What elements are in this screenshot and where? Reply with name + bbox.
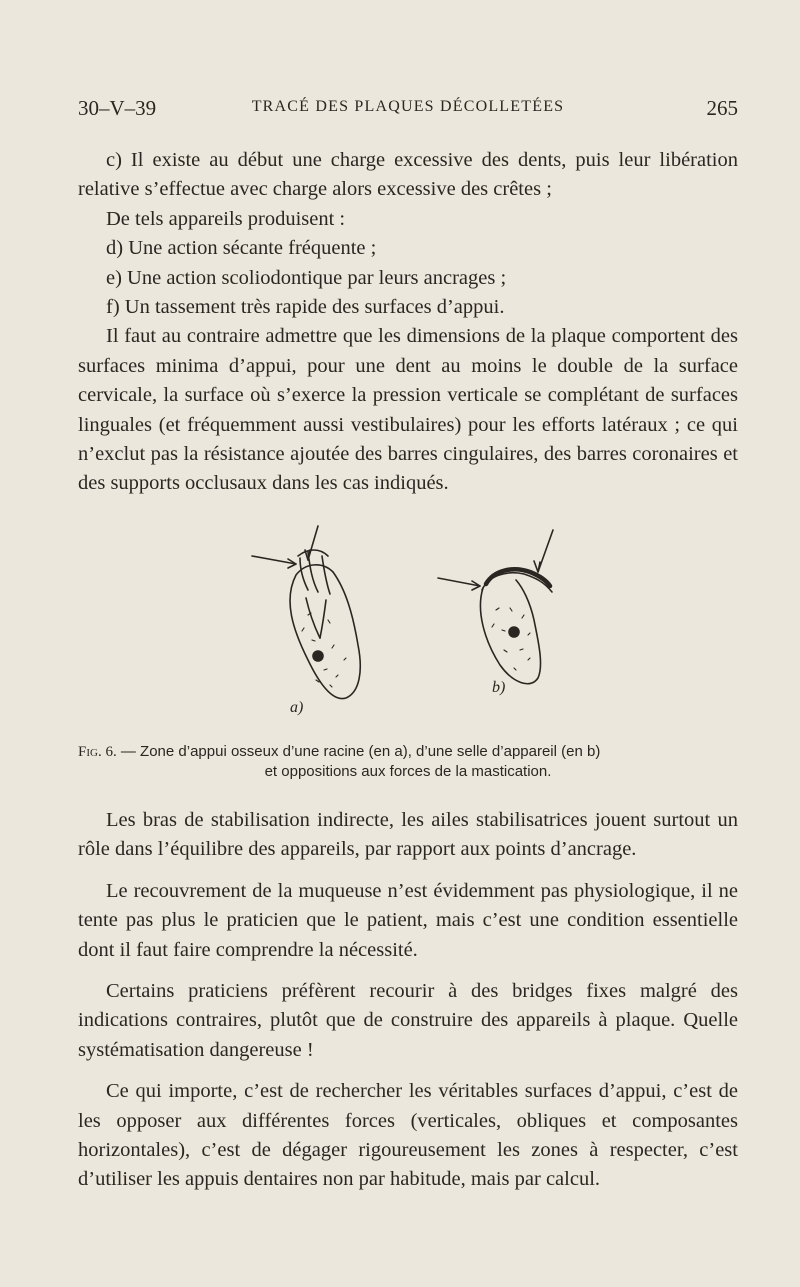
figure-label-b: b) — [492, 679, 506, 696]
paragraph: Les bras de stabilisation indirecte, les ailes stabilisatrices jouent surtout un rôle dans l’équilibre des appareils, par rapport aux points d’ancrage. — [78, 809, 738, 861]
page-number: 265 — [706, 96, 738, 120]
drawing-b — [438, 530, 553, 684]
paragraph: c) Il existe au début une charge excessive des dents, puis leur libération relative s’effectue avec charge alors excessive des crêtes ; — [78, 149, 738, 201]
paragraph: Ce qui importe, c’est de rechercher les véritables surfaces d’appui, c’est de les opposer aux différentes forces (verticales, obliques et composantes horizontales), c’est de dégager rigoureusement les zones à respecter, c’est d’utiliser les appuis dentaires non par habitude, mais par calcul. — [78, 1080, 738, 1191]
text-block-top — [78, 146, 738, 499]
caption-text-line1: — Zone d’appui osseux d’une racine (en a), d’une selle d’appareil (en b) — [116, 743, 601, 760]
header-date: 30–V–39 — [78, 96, 157, 120]
text-block-bottom — [78, 806, 738, 1195]
header-title: TRACÉ DES PLAQUES DÉCOLLETÉES — [251, 98, 565, 115]
figure-6-illustration — [238, 520, 568, 720]
caption-text-line2: et oppositions aux forces de la mastication. — [264, 763, 552, 780]
paragraph: Certains praticiens préfèrent recourir à des bridges fixes malgré des indications contraires, plutôt que de construire des appareils à plaque. Quelle systématisation dangereuse ! — [78, 980, 738, 1061]
figure-label-a: a) — [290, 699, 304, 716]
paragraph: De tels appareils produisent : — [106, 207, 346, 230]
paragraph: Le recouvrement de la muqueuse n’est évidemment pas physiologique, il ne tente pas plus le praticien que le patient, mais c’est une condition essentielle dont il faut faire comprendre la nécessité. — [78, 879, 738, 961]
figure-caption — [78, 742, 738, 781]
running-header — [78, 96, 738, 130]
list-item: e) Une action scoliodontique par leurs ancrages ; — [106, 266, 507, 289]
drawing-a — [252, 526, 360, 699]
list-item: d) Une action sécante fréquente ; — [106, 237, 377, 260]
caption-fig-number: Fig. 6. — [78, 744, 117, 760]
paragraph: Il faut au contraire admettre que les dimensions de la plaque comportent des surfaces minima d’appui, pour une dent au moins le double de la surface cervicale, la surface où s’exerce la pression verticale se complétant de surfaces linguales (et fréquemment aussi vestibulaires) pour les efforts latéraux ; ce qui n’exclut pas la résistance ajoutée des barres cingulaires, des barres coronaires et des supports occlusaux dans les cas indiqués. — [78, 325, 738, 495]
list-item: f) Un tassement très rapide des surfaces d’appui. — [106, 296, 505, 319]
